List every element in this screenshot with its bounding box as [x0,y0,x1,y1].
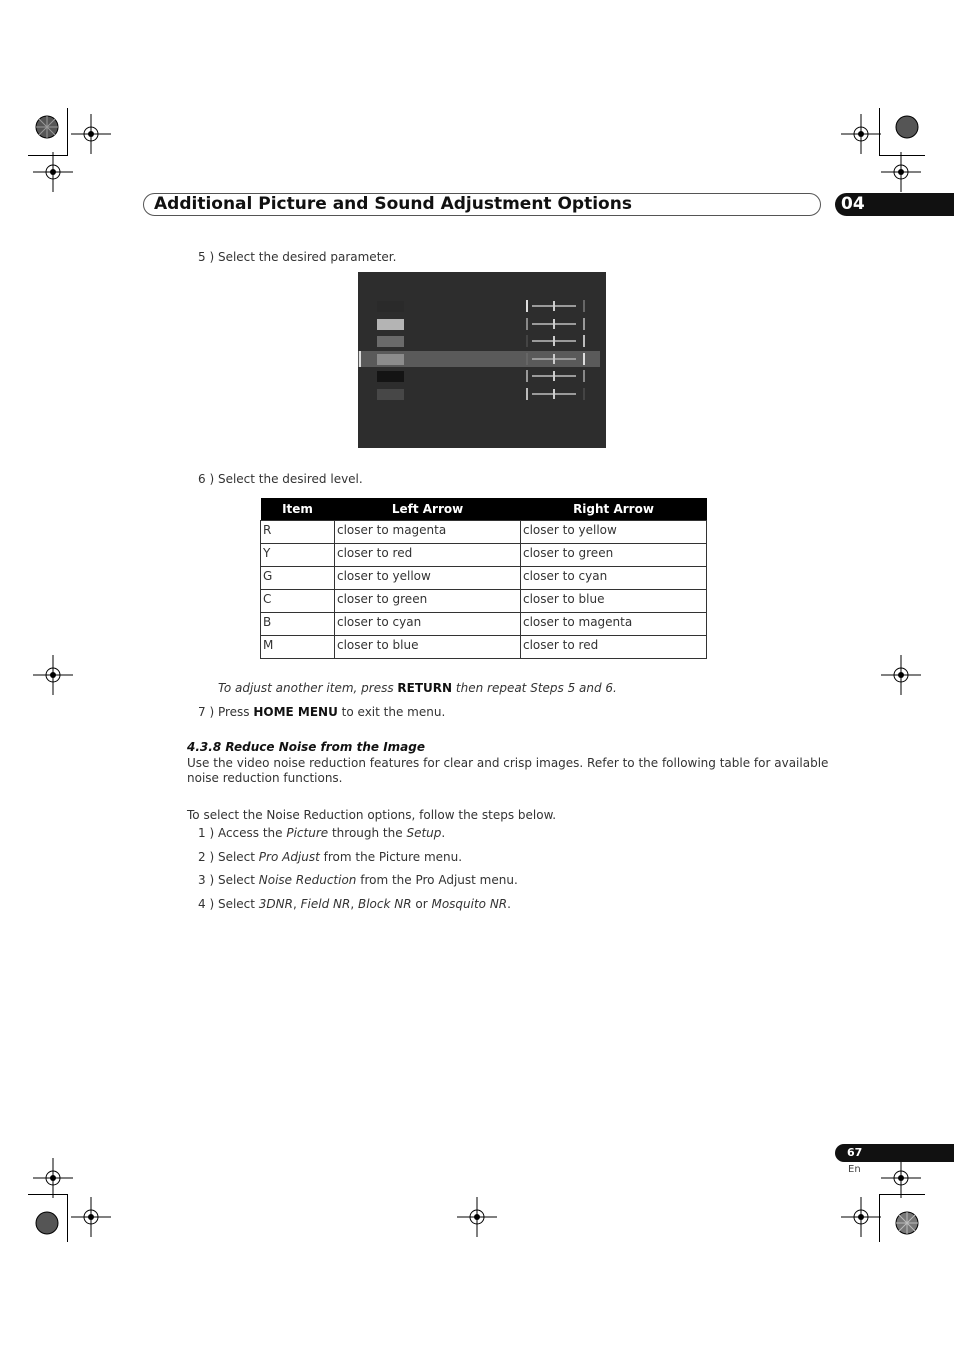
cell-item: Y [261,544,335,567]
cell-right: closer to blue [521,590,707,613]
step-term: Mosquito NR [431,897,508,911]
step-5: 5 ) Select the desired parameter. [198,250,397,264]
level-slider [526,318,586,330]
crosshair-icon [33,655,73,695]
home-menu-key: HOME MENU [253,705,338,719]
step-7 [198,705,445,720]
section-lead: To select the Noise Reduction options, follow the steps below. [187,808,557,822]
crosshair-icon [27,107,67,147]
step-term: Picture [286,826,329,840]
crosshair-icon [71,1197,111,1237]
crosshair-icon [881,655,921,695]
cell-left: closer to cyan [335,613,521,636]
crosshair-icon [457,1197,497,1237]
table-row [261,613,707,636]
step-term: 3DNR [258,897,293,911]
step-text: , [350,897,358,911]
nr-step-1 [198,826,445,841]
step-term: Noise Reduction [258,873,357,887]
table-row [261,521,707,544]
table-row [261,590,707,613]
cell-item: G [261,567,335,590]
table-row [261,544,707,567]
step-term: Setup [406,826,442,840]
step-text: . [441,826,446,840]
step-text: from the Pro Adjust menu. [356,873,518,887]
crosshair-icon [841,114,881,154]
nr-step-3 [198,873,518,888]
cell-left: closer to yellow [335,567,521,590]
header-left-arrow: Left Arrow [335,498,521,521]
cell-left: closer to blue [335,636,521,659]
level-slider [526,370,586,382]
cell-right: closer to green [521,544,707,567]
cell-left: closer to green [335,590,521,613]
cell-item: C [261,590,335,613]
cell-right: closer to magenta [521,613,707,636]
nr-step-2 [198,850,462,865]
section-intro: Use the video noise reduction features for clear and crisp images. Refer to the following table for available noise reduction functions. [187,756,829,785]
step-text: 2 ) Select [198,850,259,864]
language-code: En [848,1164,861,1175]
step-text: 1 ) Access the [198,826,287,840]
cell-right: closer to cyan [521,567,707,590]
repeat-note [218,681,617,696]
crosshair-icon [887,107,927,147]
table-row [261,636,707,659]
step-text: , [292,897,301,911]
level-slider [526,300,586,312]
crosshair-icon [33,1158,73,1198]
header-item: Item [261,498,335,521]
color-swatch [377,354,404,365]
page-number: 67 [835,1144,954,1162]
level-slider [526,353,586,365]
crosshair-icon [27,1203,67,1243]
step-text: from the Picture menu. [319,850,463,864]
step-term: Pro Adjust [258,850,320,864]
table-header-row [261,498,707,521]
header-right-arrow: Right Arrow [521,498,707,521]
selection-marker [359,351,361,367]
level-slider [526,388,586,400]
table-row [261,567,707,590]
page-title: Additional Picture and Sound Adjustment Options [154,194,632,214]
nr-step-4 [198,897,511,912]
cell-left: closer to magenta [335,521,521,544]
color-swatch [377,371,404,382]
color-swatch [377,301,404,312]
step-text: or [411,897,432,911]
crosshair-icon [71,114,111,154]
step-text: through the [328,826,407,840]
step-6: 6 ) Select the desired level. [198,472,363,486]
note-text: To adjust another item, press [218,681,398,695]
color-swatch [377,389,404,400]
section-heading: 4.3.8 Reduce Noise from the Image [187,740,426,754]
level-slider [526,335,586,347]
color-swatch [377,319,404,330]
crosshair-icon [841,1197,881,1237]
color-swatch [377,336,404,347]
step-text: 7 ) Press [198,705,254,719]
step-text: . [507,897,511,911]
cell-item: M [261,636,335,659]
crosshair-icon [881,152,921,192]
step-text: 4 ) Select [198,897,259,911]
chapter-number: 04 [835,193,954,216]
cell-right: closer to red [521,636,707,659]
note-text: then repeat Steps 5 and 6. [452,681,617,695]
crosshair-icon [33,152,73,192]
step-text: 3 ) Select [198,873,259,887]
cell-item: B [261,613,335,636]
cell-right: closer to yellow [521,521,707,544]
return-key: RETURN [397,681,453,695]
cell-item: R [261,521,335,544]
crosshair-icon [887,1203,927,1243]
step-text: to exit the menu. [337,705,446,719]
color-level-table [260,498,707,659]
crosshair-icon [881,1158,921,1198]
step-term: Field NR [300,897,351,911]
cell-left: closer to red [335,544,521,567]
step-term: Block NR [357,897,412,911]
